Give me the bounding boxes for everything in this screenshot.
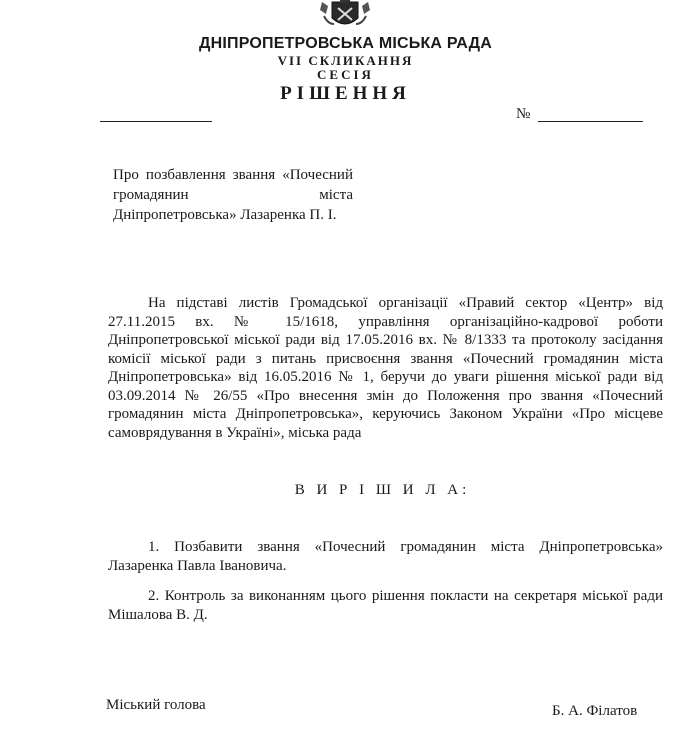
signatory-name: Б. А. Філатов [552, 703, 638, 719]
decision-subject: Про позбавлення звання «Почесний громадянин міста Дніпропетровська» Лазаренка П. І. [113, 167, 353, 223]
city-coat-of-arms-icon [318, 0, 372, 30]
signatory-position: Міський голова [106, 697, 206, 713]
preamble-paragraph: На підставі листів Громадської організації «Правий сектор «Центр» від 27.11.2015 вх. № 15/1618, управління організаційно-кадрової роботи Дніпропетровської міської ради від 17.05.2016 вх. № 8/1333 та протоколу засідання комісії міської ради з питань присвоєння звання «Почесний громадянин міста Дніпропетровська» від 16.05.2016 № 1, беручи до уваги рішення міської ради від 03.09.2014 № 26/55 «Про внесення змін до Положення про звання «Почесний громадянин міста Дніпропетровська», керуючись Законом України «Про місцеве самоврядування в Україні», міська рада [108, 295, 663, 441]
council-name: ДНІПРОПЕТРОВСЬКА МІСЬКА РАДА [199, 35, 492, 52]
number-line [538, 121, 643, 122]
document-type: РІШЕННЯ [280, 83, 411, 104]
decision-item: 1. Позбавити звання «Почесний громадянин міста Дніпропетровська» Лазаренка Павла Івановича. [108, 539, 663, 574]
convocation: VII СКЛИКАННЯ [277, 53, 414, 68]
session: СЕСІЯ [317, 67, 374, 82]
decided-heading: В И Р І Ш И Л А: [294, 482, 471, 498]
date-line [100, 121, 212, 122]
decision-item: 2. Контроль за виконанням цього рішення покласти на секретаря міської ради Мішалова В. Д. [108, 588, 663, 623]
number-label: № [516, 106, 531, 122]
